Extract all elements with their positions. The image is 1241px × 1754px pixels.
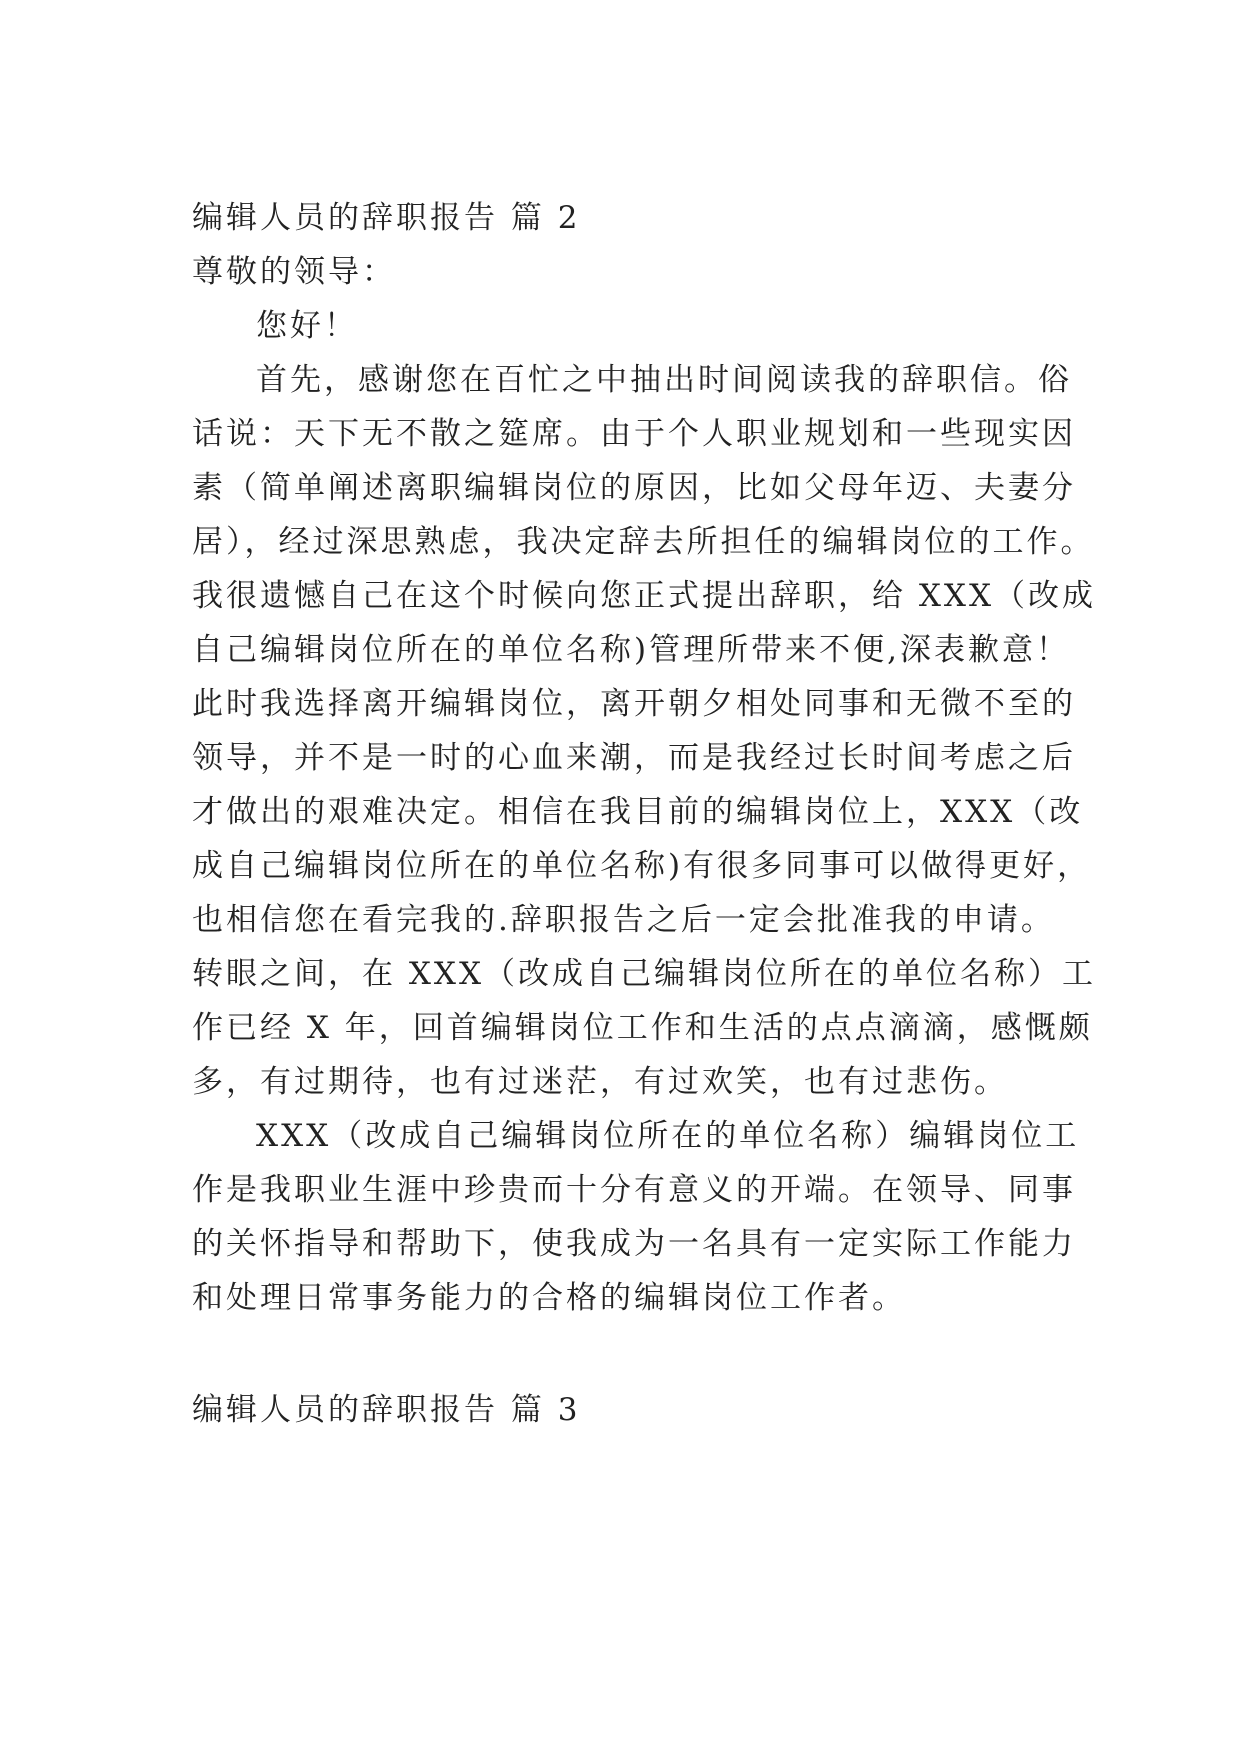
greeting: 您好！ [256,308,358,344]
paragraph-1-line: 作已经 X 年，回首编辑岗位工作和生活的点点滴滴，感慨颇 [192,1010,1093,1046]
paragraph-1-line: 此时我选择离开编辑岗位，离开朝夕相处同事和无微不至的 [192,686,1076,722]
paragraph-1-line: 领导，并不是一时的心血来潮，而是我经过长时间考虑之后 [192,740,1076,776]
paragraph-1-line: 多，有过期待，也有过迷茫，有过欢笑，也有过悲伤。 [192,1064,1008,1100]
section-heading-2: 编辑人员的辞职报告 篇 2 [192,200,581,236]
paragraph-1-line: 成自己编辑岗位所在的单位名称)有很多同事可以做得更好， [192,848,1092,884]
paragraph-2-line: 和处理日常事务能力的合格的编辑岗位工作者。 [192,1280,906,1316]
paragraph-1-line: 我很遗憾自己在这个时候向您正式提出辞职，给 XXX（改成 [192,578,1097,614]
paragraph-1-line: 也相信您在看完我的.辞职报告之后一定会批准我的申请。 [192,902,1055,938]
paragraph-1-line: 转眼之间，在 XXX（改成自己编辑岗位所在的单位名称）工 [192,956,1097,992]
paragraph-1-line: 话说：天下无不散之筵席。由于个人职业规划和一些现实因 [192,416,1076,452]
salutation: 尊敬的领导： [192,254,396,290]
paragraph-2-line: 作是我职业生涯中珍贵而十分有意义的开端。在领导、同事 [192,1172,1076,1208]
paragraph-1-line: 首先，感谢您在百忙之中抽出时间阅读我的辞职信。俗 [256,362,1072,398]
paragraph-1-line: 自己编辑岗位所在的单位名称)管理所带来不便,深表歉意！ [192,632,1070,668]
paragraph-1-line: 居），经过深思熟虑，我决定辞去所担任的编辑岗位的工作。 [192,524,1095,560]
paragraph-2-line: XXX（改成自己编辑岗位所在的单位名称）编辑岗位工 [256,1118,1080,1154]
paragraph-1-line: 才做出的艰难决定。相信在我目前的编辑岗位上，XXX（改 [192,794,1084,830]
paragraph-2-line: 的关怀指导和帮助下，使我成为一名具有一定实际工作能力 [192,1226,1076,1262]
section-heading-3: 编辑人员的辞职报告 篇 3 [192,1392,581,1428]
paragraph-1-line: 素（简单阐述离职编辑岗位的原因，比如父母年迈、夫妻分 [192,470,1076,506]
